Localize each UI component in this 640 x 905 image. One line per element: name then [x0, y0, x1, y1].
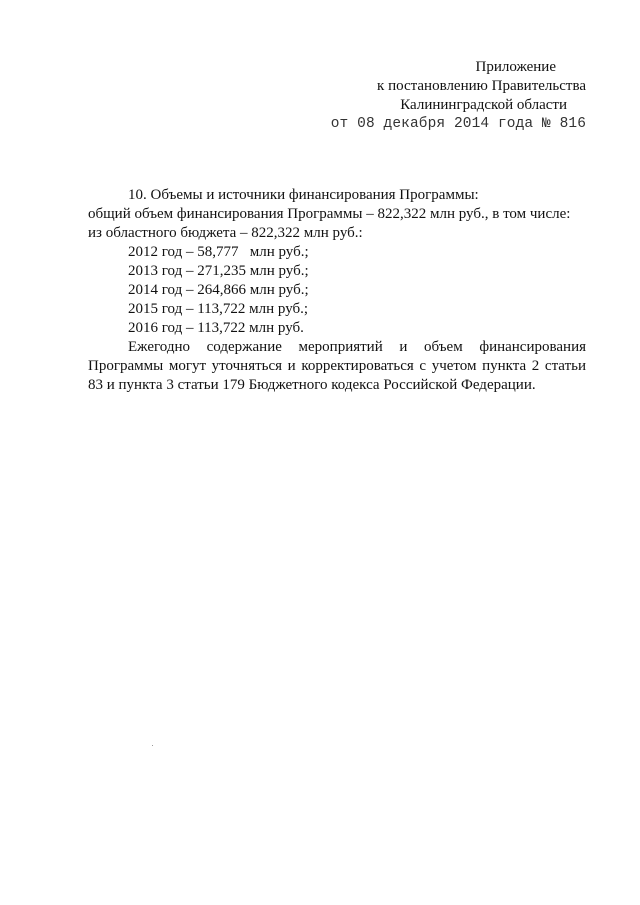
annual-note-first-line: Ежегодно содержание мероприятий и объем финансирования	[128, 339, 586, 355]
annual-note-continuation: Программы могут уточняться и корректироваться с учетом пункта 2 статьи 83 и пункта 3 статьи 179 Бюджетного кодекса Российской Федерации.	[88, 358, 586, 393]
appendix-label: Приложение	[475, 59, 556, 75]
resolution-reference: к постановлению Правительства	[377, 78, 586, 94]
year-item-2015: 2015 год – 113,722 млн руб.;	[128, 301, 309, 317]
appendix-header	[331, 58, 586, 134]
regional-budget: из областного бюджета – 822,322 млн руб.:	[88, 225, 363, 241]
financing-section	[88, 186, 586, 395]
section-title: 10. Объемы и источники финансирования Программы:	[128, 187, 479, 203]
year-item-2016: 2016 год – 113,722 млн руб.	[128, 320, 304, 336]
total-financing: общий объем финансирования Программы – 822,322 млн руб., в том числе:	[88, 206, 571, 222]
year-item-2012: 2012 год – 58,777 млн руб.;	[128, 244, 309, 260]
region-name: Калининградской области	[400, 97, 567, 113]
scan-speck	[152, 745, 153, 746]
year-item-2014: 2014 год – 264,866 млн руб.;	[128, 282, 309, 298]
year-item-2013: 2013 год – 271,235 млн руб.;	[128, 263, 309, 279]
resolution-date-stamp: от 08 декабря 2014 года № 816	[330, 116, 586, 132]
